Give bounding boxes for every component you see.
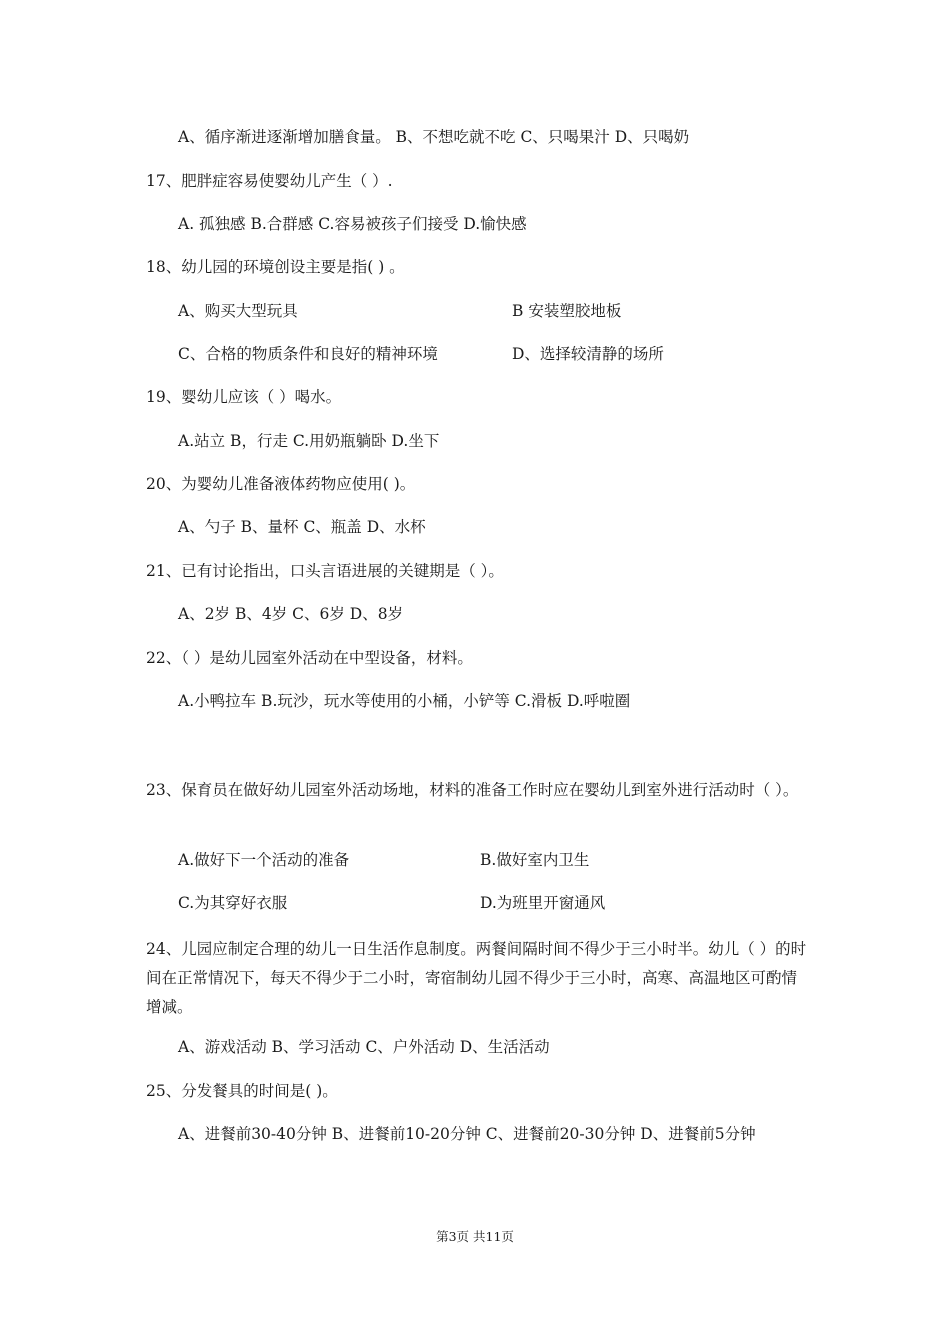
q24-stem: 24、儿园应制定合理的幼儿一日生活作息制度。两餐间隔时间不得少于三小时半。幼儿（ ）的时间在正常情况下，每天不得少于二小时，寄宿制幼儿园不得少于三小时，高寒、高温地区可酌情增减。 [146, 940, 807, 1016]
q22-stem: 22、（ ）是幼儿园室外活动在中型设备，材料。 [146, 649, 473, 667]
q25-stem: 25、分发餐具的时间是( )。 [146, 1082, 338, 1100]
q24-options: A、游戏活动 B、学习活动 C、户外活动 D、生活活动 [178, 1038, 550, 1056]
q23-option-c: C.为其穿好衣服 [178, 894, 288, 912]
q21-stem: 21、已有讨论指出，口头言语进展的关键期是（ ）。 [146, 562, 504, 580]
q20-stem: 20、为婴幼儿准备液体药物应使用( )。 [146, 475, 416, 493]
q19-stem: 19、婴幼儿应该（ ）喝水。 [146, 388, 342, 406]
q18-option-d: D、选择较清静的场所 [512, 345, 664, 363]
q19-options: A.站立 B，行走 C.用奶瓶躺卧 D.坐下 [178, 432, 440, 450]
q21-options: A、2岁 B、4岁 C、6岁 D、8岁 [178, 605, 404, 623]
q23-stem: 23、保育员在做好幼儿园室外活动场地，材料的准备工作时应在婴幼儿到室外进行活动时（ ）。 [146, 781, 799, 799]
q23-option-d: D.为班里开窗通风 [480, 894, 606, 912]
q25-options: A、进餐前30-40分钟 B、进餐前10-20分钟 C、进餐前20-30分钟 D、进餐前5分钟 [178, 1125, 756, 1143]
q17-options: A. 孤独感 B.合群感 C.容易被孩子们接受 D.愉快感 [178, 215, 527, 233]
q23-option-a: A.做好下一个活动的准备 [178, 851, 350, 869]
q18-stem: 18、幼儿园的环境创设主要是指( ) 。 [146, 258, 405, 276]
q16-options: A、循序渐进逐渐增加膳食量。 B、不想吃就不吃 C、只喝果汁 D、只喝奶 [178, 128, 690, 146]
page-footer: 第3页 共11页 [436, 1229, 514, 1244]
q22-options: A.小鸭拉车 B.玩沙，玩水等使用的小桶，小铲等 C.滑板 D.呼啦圈 [178, 692, 631, 710]
q18-option-a: A、购买大型玩具 [178, 302, 298, 320]
q23-option-b: B.做好室内卫生 [480, 851, 590, 869]
q18-option-b: B 安装塑胶地板 [512, 302, 622, 320]
q17-stem: 17、肥胖症容易使婴幼儿产生（ ）. [146, 172, 393, 190]
q18-option-c: C、合格的物质条件和良好的精神环境 [178, 345, 438, 363]
q20-options: A、勺子 B、量杯 C、瓶盖 D、水杯 [178, 518, 426, 536]
